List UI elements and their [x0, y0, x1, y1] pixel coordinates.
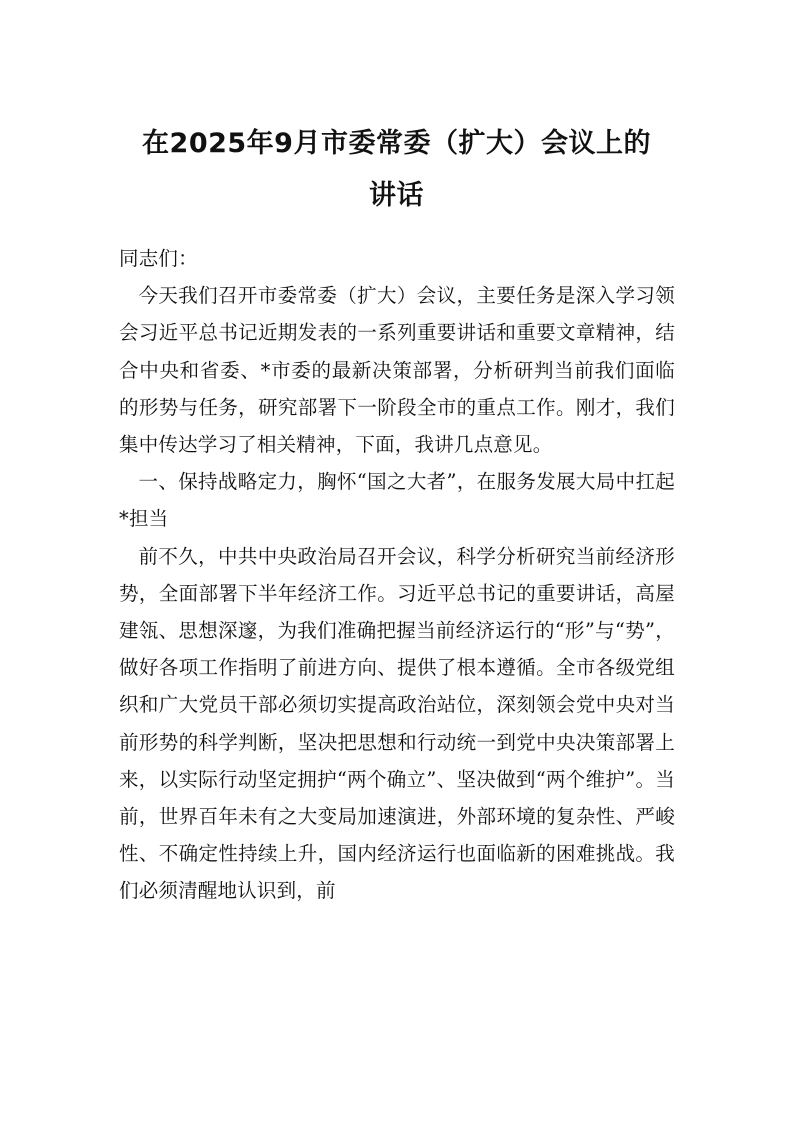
document-body [119, 240, 675, 910]
paragraph-section-1: 前不久，中共中央政治局召开会议，科学分析研究当前经济形势，全面部署下半年经济工作。习近平总书记的重要讲话，高屋建瓴、思想深邃，为我们准确把握当前经济运行的“形”与“势”，做好各项工作指明了前进方向、提供了根本遵循。全市各级党组织和广大党员干部必须切实提高政治站位，深刻领会党中央对当前形势的科学判断，坚决把思想和行动统一到党中央决策部署上来，以实际行动坚定拥护“两个确立”、坚决做到“两个维护”。当前，世界百年未有之大变局加速演进，外部环境的复杂性、严峻性、不确定性持续上升，国内经济运行也面临新的困难挑战。我们必须清醒地认识到，前 [119, 544, 675, 903]
paragraph-intro: 今天我们召开市委常委（扩大）会议，主要任务是深入学习领会习近平总书记近期发表的一系列重要讲话和重要文章精神，结合中央和省委、*市委的最新决策部署，分析研判当前我们面临的形势与任务，研究部署下一阶段全市的重点工作。刚才，我们集中传达学习了相关精神，下面，我讲几点意见。 [119, 284, 675, 457]
title-line-1: 在2025年9月市委常委（扩大）会议上的 [142, 128, 651, 159]
section-heading-1: 一、保持战略定力，胸怀“国之大者”，在服务发展大局中扛起*担当 [119, 470, 675, 531]
salutation: 同志们： [119, 247, 198, 270]
title-line-2: 讲话 [369, 180, 424, 211]
document-title [100, 118, 693, 222]
